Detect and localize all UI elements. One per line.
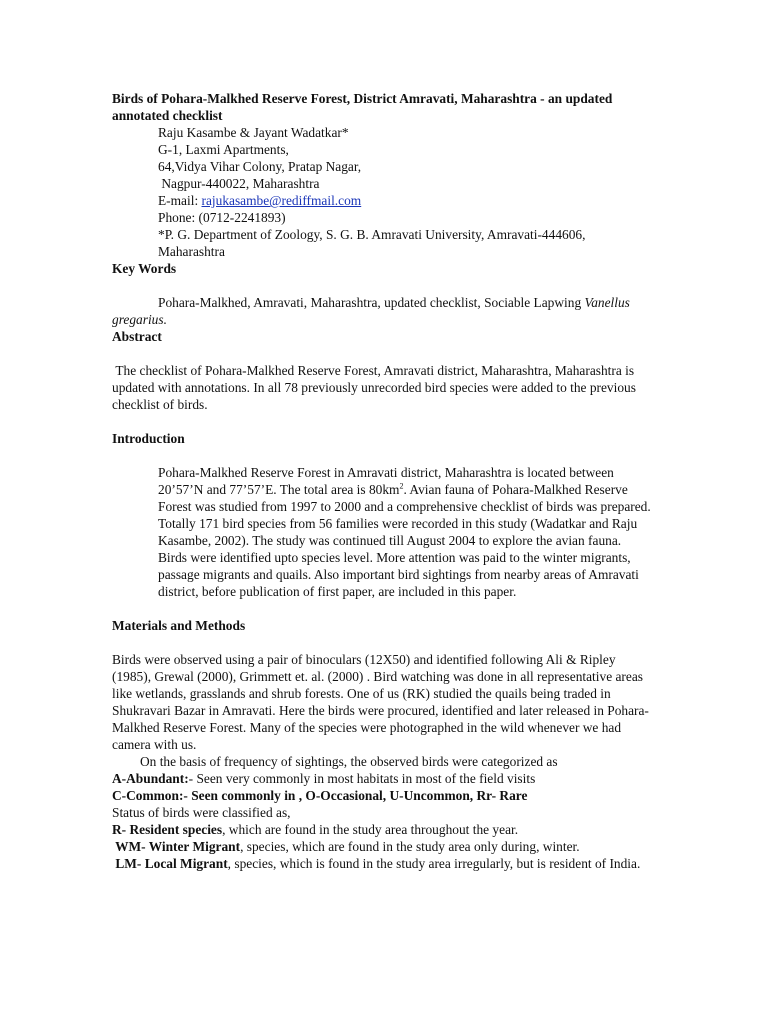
winter-text: , species, which are found in the study area only during, winter. (240, 839, 580, 854)
email-line (158, 192, 652, 209)
methods-paragraph: Birds were observed using a pair of binoculars (12X50) and identified following Ali & Ripley (1985), Grewal (2000), Grimmett et. al. (2000) . Bird watching was done in all representative areas like wetlands, grasslands and shrub forests. One of us (RK) studied the quails being traded in Shukravari Bazar in Amravati. Here the birds were procured, identified and later released in Pohara-Malkhed Reserve Forest. Many of the species were photographed in the wild whenever we had camera with us. (112, 652, 649, 752)
address-line: 64,Vidya Vihar Colony, Pratap Nagar, (158, 159, 362, 174)
abstract-text: The checklist of Pohara-Malkhed Reserve Forest, Amravati district, Maharashtra, Maharashtra is updated with annotations. In all 78 previously unrecorded bird species were added to the previous checklist of birds. (112, 363, 640, 412)
status-line: Status of birds were classified as, (112, 805, 291, 820)
email-label: E-mail: (158, 193, 202, 208)
keywords-list: Pohara-Malkhed, Amravati, Maharashtra, updated checklist, Sociable Lapwing (158, 295, 585, 310)
local-label: LM- Local Migrant (112, 856, 228, 871)
address-line: G-1, Laxmi Apartments, (158, 142, 289, 157)
keywords-text (112, 294, 652, 328)
methods-categories-intro: On the basis of frequency of sightings, the observed birds were categorized as (140, 754, 558, 769)
abundant-text: - Seen very commonly in most habitats in most of the field visits (188, 771, 536, 786)
superscript: 2 (399, 481, 404, 491)
abundant-line (112, 770, 652, 787)
affiliation: *P. G. Department of Zoology, S. G. B. Amravati University, Amravati-444606, Maharashtra (158, 227, 586, 259)
author-block (112, 124, 652, 260)
local-line (112, 855, 652, 872)
resident-text: , which are found in the study area throughout the year. (222, 822, 519, 837)
introduction-text-a: Pohara-Malkhed Reserve Forest in Amravati district, Maharashtra is located between 20’57’N and 77’57’E. The total area is 80km (158, 465, 614, 497)
methods-heading: Materials and Methods (112, 618, 246, 633)
resident-line (112, 821, 652, 838)
introduction-text-b: . Avian fauna of Pohara-Malkhed Reserve Forest was studied from 1997 to 2000 and a comprehensive checklist of birds was prepared. Totally 171 bird species from 56 families were recorded in this study (Wadatkar and Raju Kasambe, 2002). The study was continued till August 2004 to explore the avian fauna. Birds were identified upto species level. More attention was paid to the winter migrants, passage migrants and quails. Also important bird sightings from nearby areas of Amravati district, before publication of first paper, are included in this paper. (158, 482, 651, 599)
keywords-species: Vanellus gregarius. (112, 295, 630, 327)
phone-line: Phone: (0712-2241893) (158, 210, 286, 225)
address-line: Nagpur-440022, Maharashtra (158, 176, 320, 191)
keywords-heading: Key Words (112, 261, 177, 276)
authors: Raju Kasambe & Jayant Wadatkar* (158, 125, 349, 140)
winter-label: WM- Winter Migrant (112, 839, 241, 854)
email-link[interactable]: rajukasambe@rediffmail.com (201, 193, 362, 208)
abstract-heading: Abstract (112, 329, 162, 344)
introduction-text (112, 464, 652, 600)
common-line: C-Common:- Seen commonly in , O-Occasional, U-Uncommon, Rr- Rare (112, 788, 528, 803)
winter-line (112, 838, 652, 855)
abundant-label: A-Abundant: (112, 771, 189, 786)
introduction-heading: Introduction (112, 431, 185, 446)
resident-label: R- Resident species (112, 822, 223, 837)
paper-title: Birds of Pohara-Malkhed Reserve Forest, District Amravati, Maharashtra - an updated annotated checklist (112, 91, 613, 123)
local-text: , species, which is found in the study area irregularly, but is resident of India. (227, 856, 641, 871)
paper-body (112, 90, 652, 872)
